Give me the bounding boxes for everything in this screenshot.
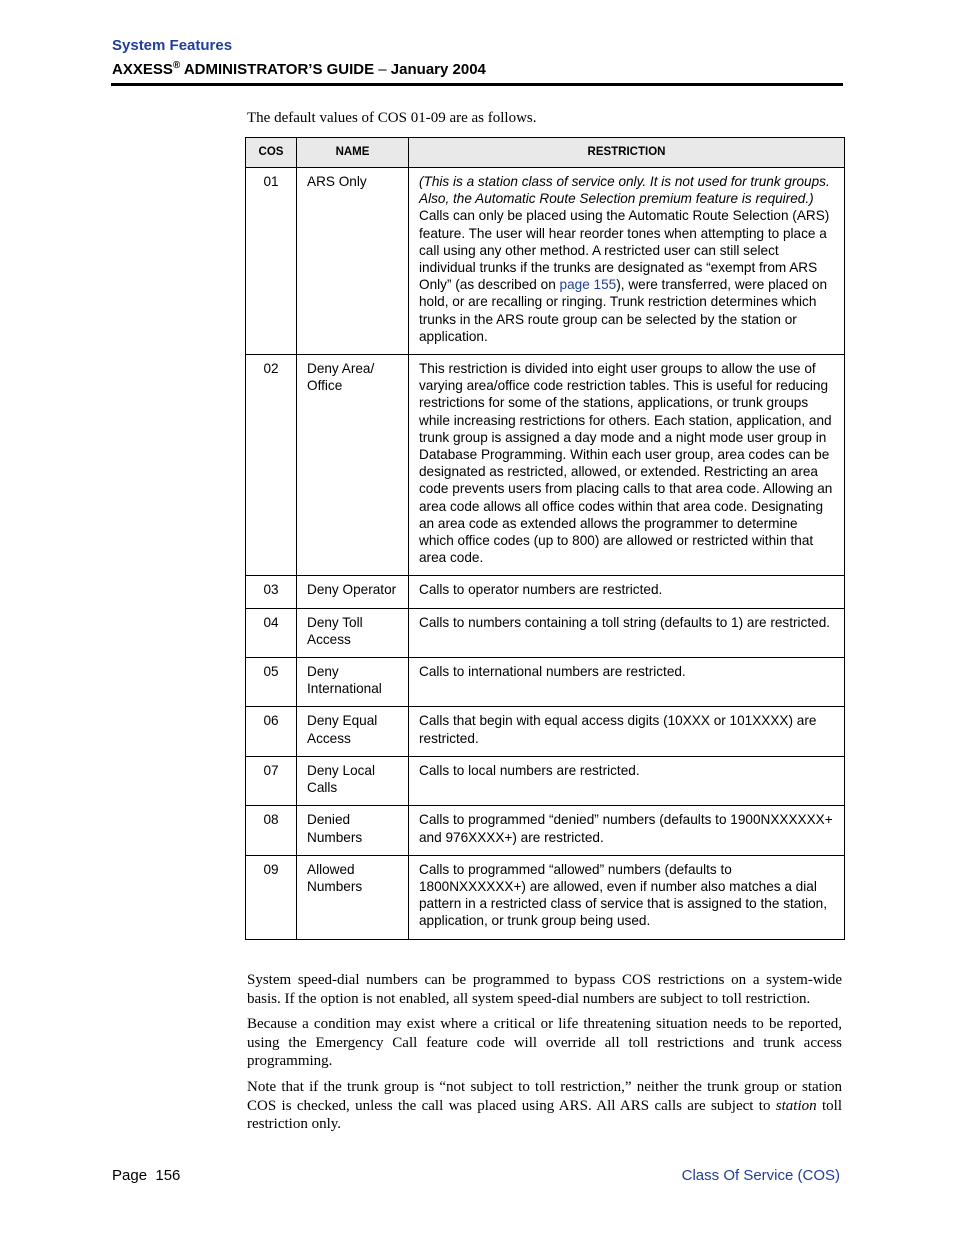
note-paragraph: [247, 1078, 842, 1134]
cos-number: 03: [246, 576, 297, 608]
cos-number: 06: [246, 707, 297, 756]
cos-restriction: Calls to programmed “allowed” numbers (defaults to 1800NXXXXXX+) are allowed, even if number also matches a dial pattern in a restricted class of service that is assigned to the station, application, or trunk group being used.: [409, 855, 845, 939]
note-emphasis: station: [775, 1097, 817, 1114]
page-link[interactable]: page 155: [559, 277, 617, 293]
guide-prefix: AXXESS: [112, 61, 173, 78]
cos-name: Deny Operator: [297, 576, 409, 608]
cos-number: 05: [246, 658, 297, 707]
restriction-note: (This is a station class of service only. It is not used for trunk groups. Also, the Automatic Route Selection premium feature is required.): [419, 174, 830, 207]
guide-title: [112, 60, 486, 78]
registered-mark: ®: [172, 60, 181, 71]
table-header-row: [246, 138, 845, 168]
emergency-paragraph: Because a condition may exist where a critical or life threatening situation needs to be reported, using the Emergency Call feature code will override all toll restrictions and trunk access programming.: [247, 1016, 842, 1070]
cos-restriction: Calls to operator numbers are restricted.: [409, 576, 845, 608]
cos-number: 09: [246, 855, 297, 939]
cos-number: 02: [246, 355, 297, 576]
header-cos: COS: [246, 138, 297, 168]
cos-restriction: Calls to programmed “denied” numbers (defaults to 1900NXXXXXX+ and 976XXXX+) are restricted.: [409, 806, 845, 855]
guide-date: January 2004: [386, 61, 486, 78]
cos-table: [245, 137, 845, 940]
table-row: [246, 355, 845, 576]
table-row: [246, 855, 845, 939]
cos-name: Deny International: [297, 658, 409, 707]
cos-number: 04: [246, 608, 297, 657]
table-row: [246, 756, 845, 805]
cos-name: Denied Numbers: [297, 806, 409, 855]
cos-restriction: Calls to international numbers are restricted.: [409, 658, 845, 707]
header-name: NAME: [297, 138, 409, 168]
table-row: [246, 168, 845, 355]
restriction-text-b: ), were transferred, were placed on hold, or are recalling or ringing. Trunk restriction determines which trunks in the ARS route group can be selected by the station or application.: [419, 277, 828, 344]
cos-name: Deny Equal Access: [297, 707, 409, 756]
cos-restriction: Calls to numbers containing a toll string (defaults to 1) are restricted.: [409, 608, 845, 657]
note-text-a: Note that if the trunk group is “not subject to toll restriction,” neither the trunk group or station COS is checked, unless the call was placed using ARS. All ARS calls are subject to: [247, 1079, 842, 1114]
header-rule: [111, 83, 843, 86]
cos-name: ARS Only: [297, 168, 409, 355]
cos-name: Allowed Numbers: [297, 855, 409, 939]
table-row: [246, 806, 845, 855]
guide-dash: –: [378, 61, 387, 78]
cos-restriction: [409, 168, 845, 355]
table-row: [246, 658, 845, 707]
cos-name: Deny Toll Access: [297, 608, 409, 657]
cos-number: 08: [246, 806, 297, 855]
cos-restriction: Calls that begin with equal access digits (10XXX or 101XXXX) are restricted.: [409, 707, 845, 756]
cos-name: Deny Area/ Office: [297, 355, 409, 576]
cos-number: 07: [246, 756, 297, 805]
speed-dial-paragraph: System speed-dial numbers can be programmed to bypass COS restrictions on a system-wide basis. If the option is not enabled, all system speed-dial numbers are subject to toll restriction.: [247, 972, 842, 1007]
header-restriction: RESTRICTION: [409, 138, 845, 168]
table-row: [246, 707, 845, 756]
restriction-text-a: Calls can only be placed using the Automatic Route Selection (ARS) feature. The user will hear reorder tones when attempting to place a call using any other method. A restricted user can still select individual trunks if the trunks are designated as “exempt from ARS Only” (as described on: [419, 208, 830, 293]
cos-restriction: Calls to local numbers are restricted.: [409, 756, 845, 805]
page-number: Page 156: [112, 1167, 181, 1184]
section-title: System Features: [112, 37, 233, 54]
cos-restriction: This restriction is divided into eight user groups to allow the use of varying area/office code restriction tables. This is useful for reducing restrictions for some of the stations, applications, or trunk groups while increasing restrictions for others. Each station, application, and trunk group is assigned a day mode and a night mode user group in Database Programming. Within each user group, area codes can be designated as restricted, allowed, or extended. Restricting an area code prevents users from placing calls to that area code. Allowing an area code allows all office codes within that area code. Designating an area code as extended allows the programmer to determine which office codes (up to 800) are allowed or restricted within that area code.: [409, 355, 845, 576]
table-row: [246, 608, 845, 657]
table-row: [246, 576, 845, 608]
cos-number: 01: [246, 168, 297, 355]
guide-name: ADMINISTRATOR’S GUIDE: [180, 61, 379, 78]
footer-section[interactable]: Class Of Service (COS): [681, 1167, 840, 1184]
note-text-b: toll restriction only.: [247, 1097, 842, 1133]
cos-name: Deny Local Calls: [297, 756, 409, 805]
intro-text: The default values of COS 01-09 are as follows.: [247, 110, 537, 126]
